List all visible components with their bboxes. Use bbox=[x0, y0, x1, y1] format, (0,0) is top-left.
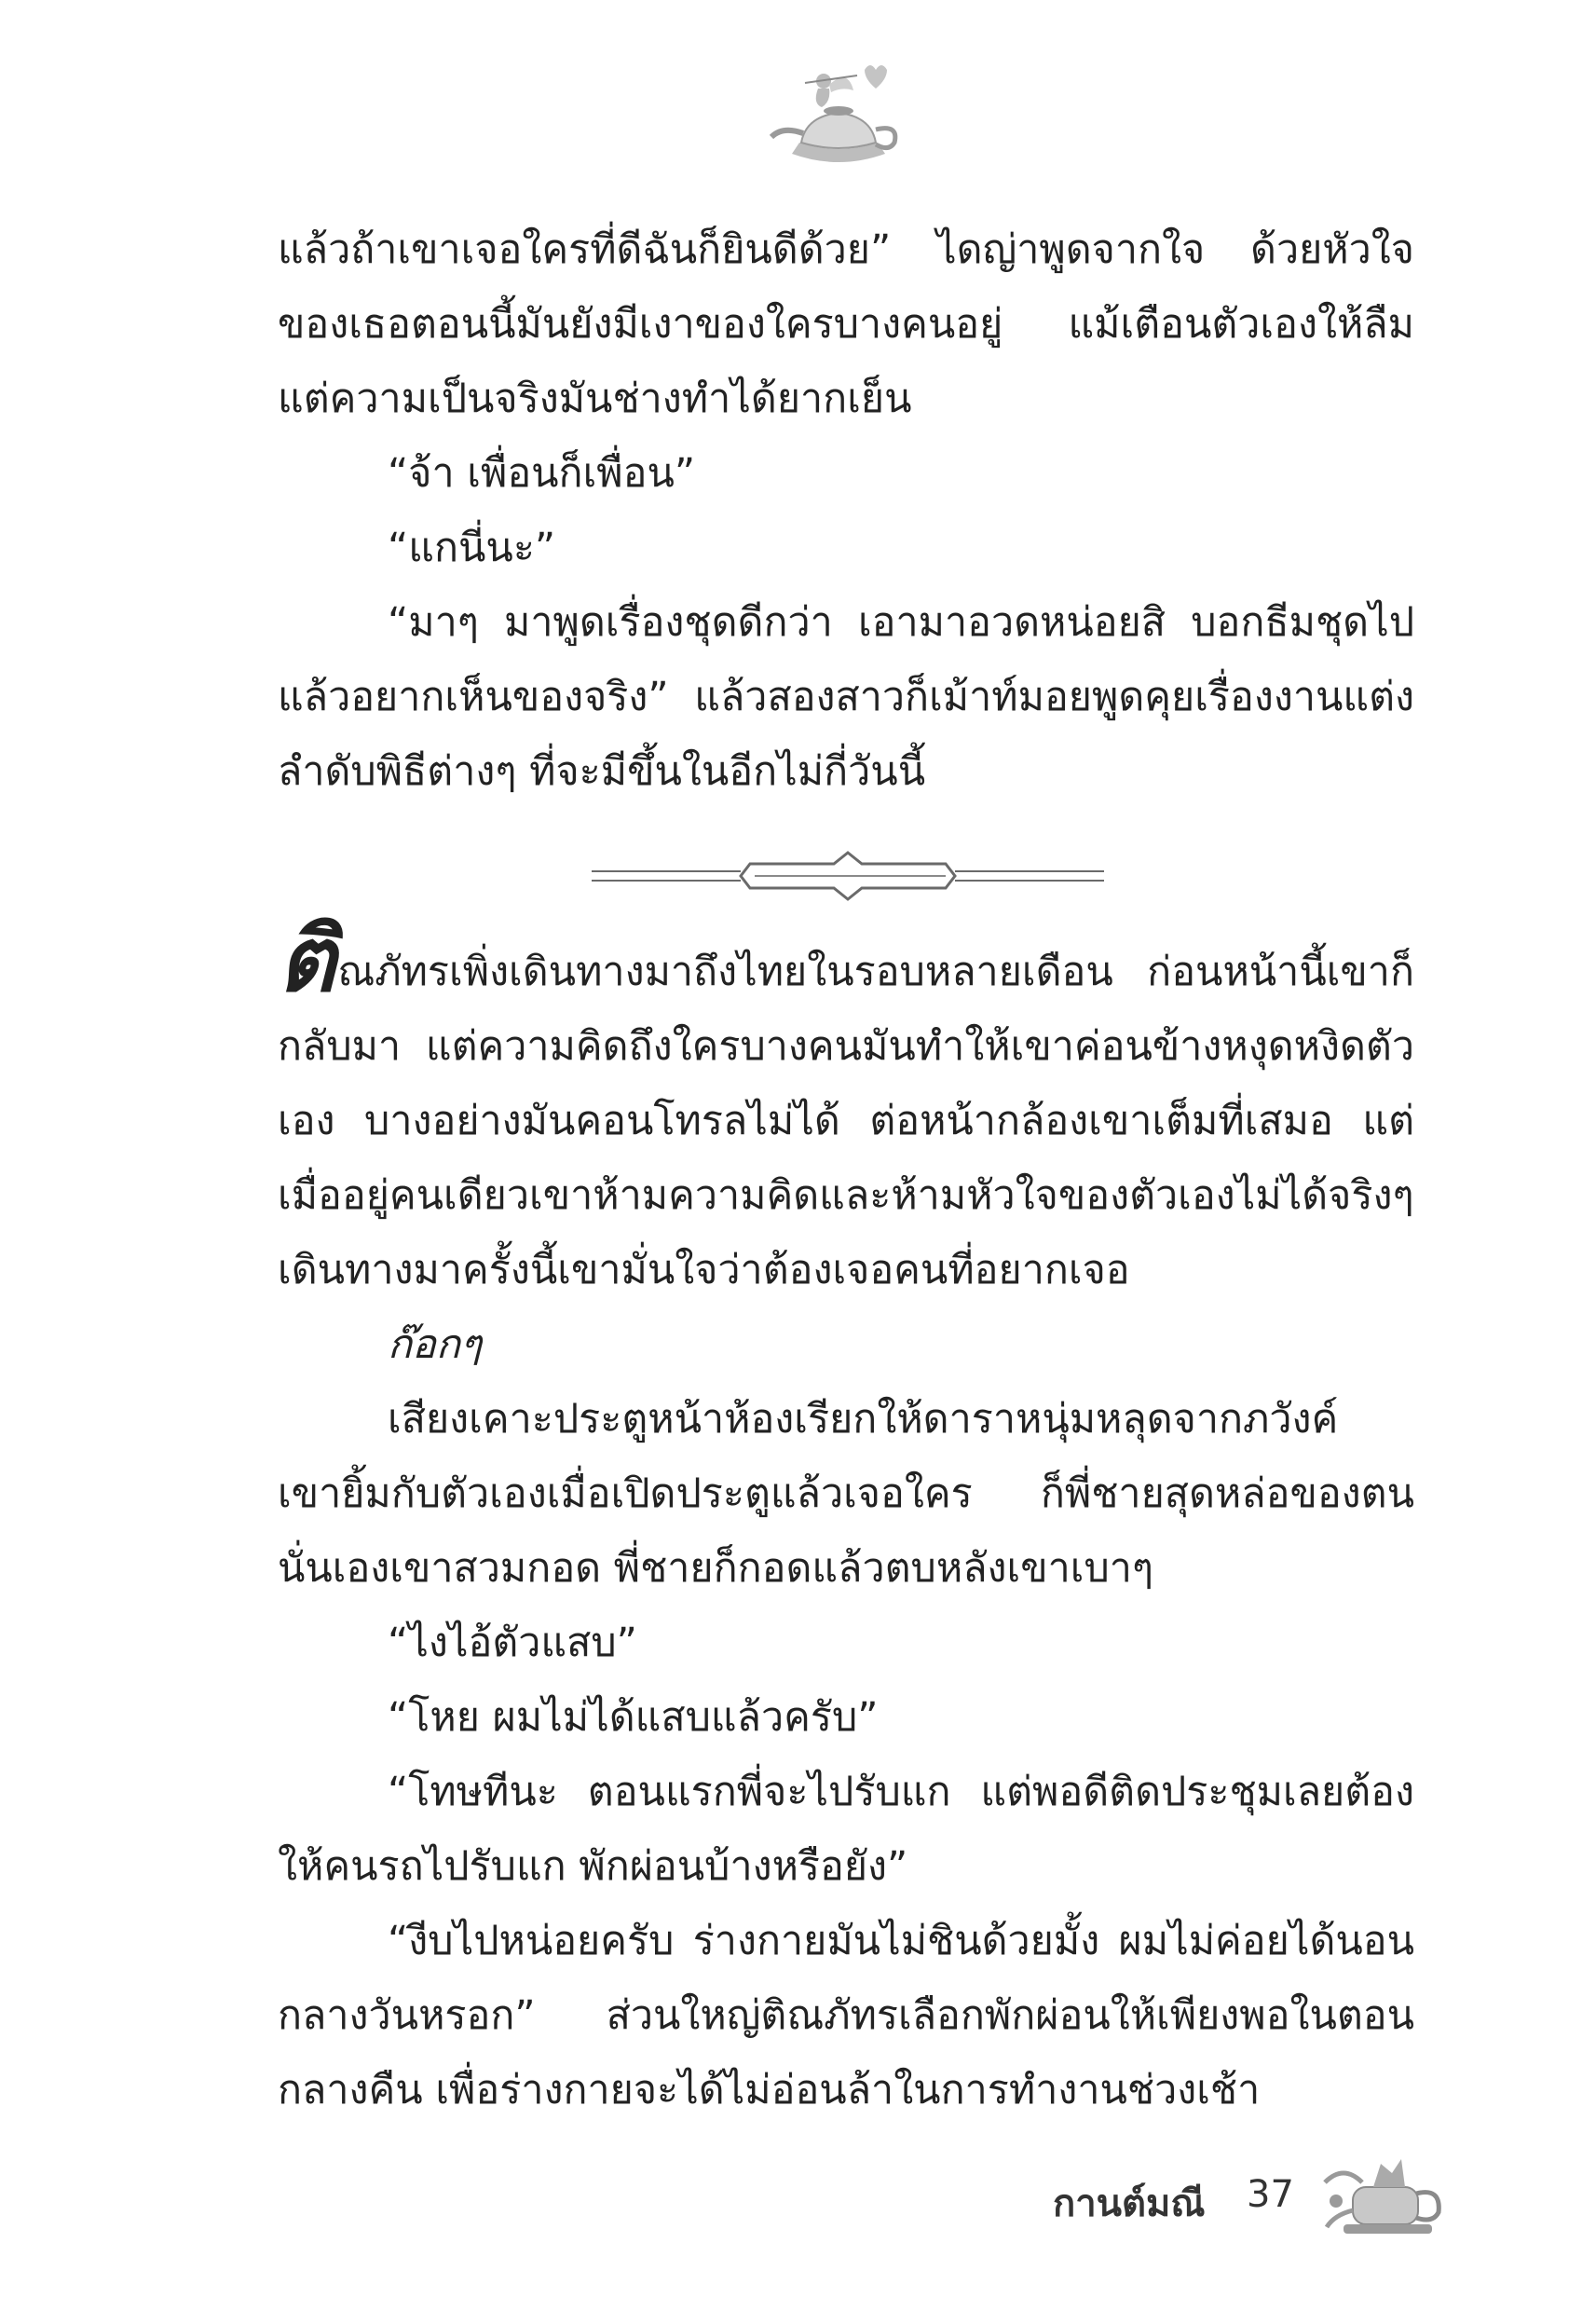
page-footer bbox=[1053, 2145, 1481, 2248]
dialogue-line: “แกนี่นะ” bbox=[388, 525, 556, 571]
sound-effect: ก๊อกๆ bbox=[388, 1321, 482, 1368]
teapot-flourish-icon bbox=[1316, 2145, 1455, 2248]
paragraph bbox=[278, 908, 1414, 1307]
paragraph: แล้วถ้าเขาเจอใครที่ดีฉันก็ยินดีด้วย” ไดญ่าพูดจากใจ ด้วยหัวใจของเธอตอนนี้มันยังมีเงาของใครบางคนอยู่ แม้เตือนตัวเองให้ลืม แต่ความเป็นจริงมันช่างทำได้ยากเย็น bbox=[278, 226, 1414, 422]
author-name: กานต์มณี bbox=[1053, 2182, 1206, 2225]
ornamental-divider-icon bbox=[592, 843, 1104, 909]
dialogue-line: “ไงไอ้ตัวแสบ” bbox=[388, 1620, 637, 1666]
teapot-cupid-icon bbox=[764, 51, 913, 172]
dialogue-line: “โหย ผมไม่ได้แสบแล้วครับ” bbox=[388, 1694, 879, 1741]
paragraph: “โทษทีนะ ตอนแรกพี่จะไปรับแก แต่พอดีติดประชุมเลยต้องให้คนรถไปรับแก พักผ่อนบ้างหรือยัง” bbox=[278, 1769, 1414, 1890]
paragraph: “มาๆ มาพูดเรื่องชุดดีกว่า เอามาอวดหน่อยสิ บอกธีมชุดไปแล้วอยากเห็นของจริง” แล้วสองสาวก็เม้าท์มอยพูดคุยเรื่องงานแต่ง ลำดับพิธีต่างๆ ที่จะมีขึ้นในอีกไม่กี่วันนี้ bbox=[278, 599, 1414, 795]
dialogue-line: “จ้า เพื่อนก็เพื่อน” bbox=[388, 450, 696, 497]
passage-upper bbox=[278, 212, 1414, 809]
paragraph: เสียงเคาะประตูหน้าห้องเรียกให้ดาราหนุ่มหลุดจากภวังค์ เขายิ้มกับตัวเองเมื่อเปิดประตูแล้วเจอใคร ก็พี่ชายสุดหล่อของตนนั่นเองเขาสวมกอด พี่ชายก็กอดแล้วตบหลังเขาเบาๆ bbox=[278, 1396, 1414, 1592]
page-number: 37 bbox=[1247, 2173, 1294, 2216]
drop-cap: ติ bbox=[278, 908, 336, 1012]
paragraph-text: ณภัทรเพิ่งเดินทางมาถึงไทยในรอบหลายเดือน ก่อนหน้านี้เขาก็กลับมา แต่ความคิดถึงใครบางคนมันทำให้เขาค่อนข้างหงุดหงิดตัวเอง บางอย่างมันคอนโทรลไม่ได้ ต่อหน้ากล้องเขาเต็มที่เสมอ แต่เมื่ออยู่คนเดียวเขาห้ามความคิดและห้ามหัวใจของตัวเองไม่ได้จริงๆ เดินทางมาครั้งนี้เขามั่นใจว่าต้องเจอคนที่อยากเจอ bbox=[278, 949, 1414, 1293]
paragraph: “งีบไปหน่อยครับ ร่างกายมันไม่ชินด้วยมั้ง ผมไม่ค่อยได้นอนกลางวันหรอก” ส่วนใหญ่ติณภัทรเลือกพักผ่อนให้เพียงพอในตอนกลางคืน เพื่อร่างกายจะได้ไม่อ่อนล้าในการทำงานช่วงเช้า bbox=[278, 1918, 1414, 2113]
passage-lower bbox=[278, 908, 1414, 2127]
